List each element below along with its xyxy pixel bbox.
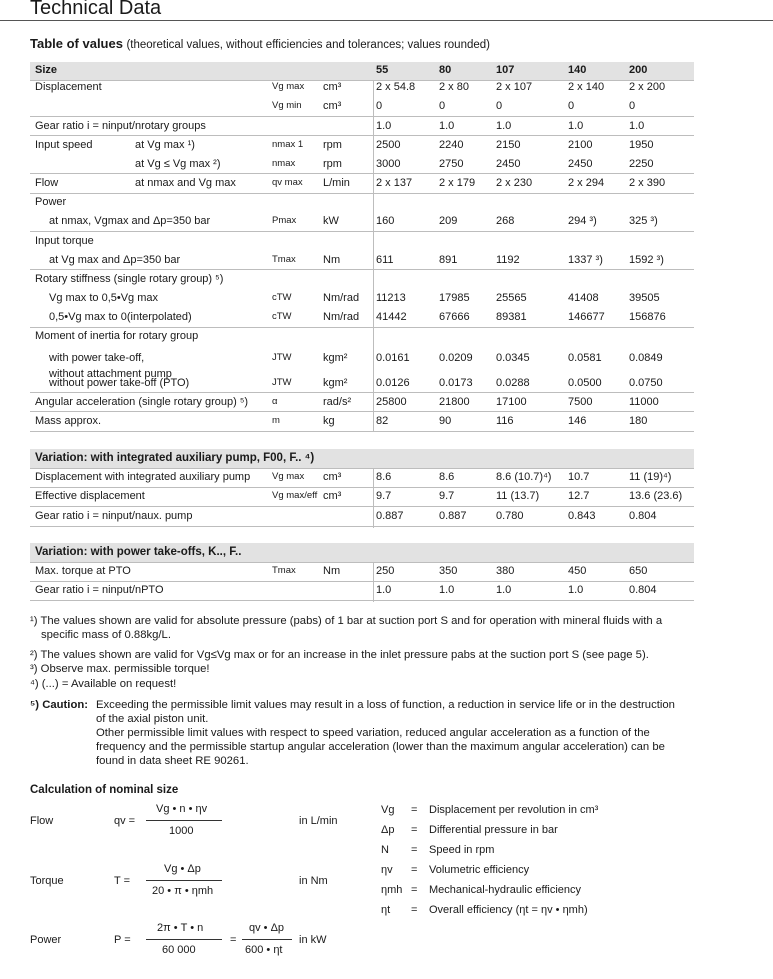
table-cell: 250	[376, 565, 395, 577]
table-cell: 268	[496, 215, 515, 227]
row-label: Gear ratio i = ninput/nrotary groups	[35, 120, 206, 132]
table-cell: 1.0	[568, 584, 584, 596]
table-cell: 90	[439, 415, 452, 427]
power-label: Power	[30, 934, 62, 946]
row-label: Power	[35, 196, 67, 208]
table-cell: 450	[568, 565, 587, 577]
page-title: Technical Data	[30, 0, 162, 19]
row-rule	[30, 562, 694, 563]
row-rule	[30, 581, 694, 582]
table-cell: 2 x 80	[439, 81, 469, 93]
flow-denominator: 1000	[169, 825, 194, 837]
table-cell: 2500	[376, 139, 401, 151]
table-cell: 116	[496, 415, 514, 427]
table-cell: 0	[629, 100, 636, 112]
table-cell: 650	[629, 565, 648, 577]
table-row	[30, 155, 694, 174]
table-cell: 17100	[496, 396, 527, 408]
row-rule	[30, 327, 694, 328]
flow-lhs: qv =	[114, 815, 136, 827]
table-cell: 17985	[439, 292, 470, 304]
row-symbol: Vg max/eff	[272, 490, 318, 501]
table-cell: 2240	[439, 139, 464, 151]
row-rule	[30, 431, 694, 432]
table-cell: 0	[496, 100, 503, 112]
table-cell: 41408	[568, 292, 599, 304]
table-cell: 2 x 54.8	[376, 81, 416, 93]
legend-symbol: ηv	[381, 864, 393, 876]
power-equals: =	[230, 934, 237, 946]
table-cell: 0.0849	[629, 352, 663, 364]
table-row	[30, 581, 694, 600]
title-rule	[0, 20, 773, 21]
row-unit: rpm	[323, 139, 342, 151]
table-cell: 2 x 107	[496, 81, 533, 93]
table-cell: 0.0750	[629, 377, 663, 389]
row-label: Mass approx.	[35, 415, 102, 427]
table-cell: 0	[568, 100, 575, 112]
torque-unit: in Nm	[299, 875, 328, 887]
legend-symbol: Δp	[381, 824, 395, 836]
row-unit: kg	[323, 415, 335, 427]
table-cell: 0.0173	[439, 377, 473, 389]
legend-symbol: ηmh	[381, 884, 403, 896]
table-cell: 2 x 179	[439, 177, 476, 189]
table-cell: 13.6 (23.6)	[629, 490, 683, 502]
table-cell: 1950	[629, 139, 654, 151]
row-unit: L/min	[323, 177, 350, 189]
row-symbol: JTW	[272, 352, 292, 363]
torque-denominator: 20 • π • ηmh	[152, 885, 214, 897]
row-symbol: cTW	[272, 311, 292, 322]
row-symbol: Vg max	[272, 81, 305, 92]
row-condition: at Vg ≤ Vg max ²)	[135, 158, 221, 170]
table-cell: 1.0	[629, 120, 645, 132]
table-cell: 21800	[439, 396, 470, 408]
table-cell: 160	[376, 215, 395, 227]
table-cell: 209	[439, 215, 458, 227]
table-row	[30, 487, 694, 506]
row-symbol: Pmax	[272, 215, 297, 226]
table-cell: 1.0	[376, 120, 392, 132]
row-label: 0,5•Vg max to 0(interpolated)	[49, 311, 192, 323]
pto-section-title: Variation: with power take-offs, K.., F..	[30, 543, 694, 562]
row-label: Input torque	[35, 235, 94, 247]
table-cell: 67666	[439, 311, 470, 323]
legend-description: Speed in rpm	[429, 844, 495, 856]
table-row	[30, 562, 694, 581]
table-cell: 611	[376, 254, 394, 266]
table-row	[30, 117, 694, 136]
table-cell: 7500	[568, 396, 593, 408]
row-unit: kW	[323, 215, 339, 227]
row-symbol: Vg max	[272, 471, 305, 482]
table-cell: 0.0161	[376, 352, 410, 364]
table-cell: 0.0581	[568, 352, 602, 364]
table-cell: 180	[629, 415, 648, 427]
table-cell: 0.0500	[568, 377, 602, 389]
legend-equals: =	[411, 884, 418, 896]
row-symbol: α	[272, 396, 278, 407]
table-cell: 1.0	[568, 120, 584, 132]
aux-section-title: Variation: with integrated auxiliary pump, F00, F.. ⁴)	[30, 449, 694, 468]
table-cell: 2150	[496, 139, 521, 151]
table-cell: 0	[376, 100, 383, 112]
table-cell: 25565	[496, 292, 527, 304]
row-label: without power take-off (PTO)	[49, 377, 190, 389]
table-cell: 0.0288	[496, 377, 530, 389]
power-fraction-bar-2	[242, 939, 292, 940]
legend-equals: =	[411, 804, 418, 816]
table-cell: 0.0345	[496, 352, 530, 364]
table-cell: 3000	[376, 158, 401, 170]
table-cell: 11000	[629, 396, 659, 408]
footnote-1: ¹) The values shown are valid for absolute pressure (pabs) of 1 bar at suction port S and for operation with mineral fluids with a specific mass of 0.88kg/L.	[30, 615, 663, 641]
table-cell: 380	[496, 565, 515, 577]
legend-symbol: ηt	[381, 904, 391, 916]
table-cell: 25800	[376, 396, 407, 408]
table-cell: 1.0	[496, 584, 512, 596]
row-rule	[30, 269, 694, 270]
table-cell: 294 ³)	[568, 215, 597, 227]
power-denominator-1: 60 000	[162, 944, 196, 956]
table-row	[30, 393, 694, 412]
table-cell: 39505	[629, 292, 660, 304]
table-cell: 2750	[439, 158, 464, 170]
table-cell: 0.804	[629, 584, 657, 596]
size-label: Size	[35, 64, 58, 76]
table-row	[30, 327, 694, 346]
legend-symbol: N	[381, 844, 389, 856]
row-unit: Nm/rad	[323, 311, 360, 323]
size-80: 80	[439, 64, 452, 76]
row-symbol: m	[272, 415, 280, 426]
row-label: Gear ratio i = ninput/naux. pump	[35, 510, 193, 522]
table-cell: 11 (13.7)	[496, 490, 540, 502]
table-cell: 891	[439, 254, 458, 266]
row-label: Displacement	[35, 81, 102, 93]
row-label: Input speed	[35, 139, 93, 151]
table-cell: 9.7	[439, 490, 455, 502]
table-row	[30, 289, 694, 308]
size-140: 140	[568, 64, 587, 76]
row-unit: cm³	[323, 100, 342, 112]
row-rule	[30, 506, 694, 507]
row-label: at nmax, Vgmax and Δp=350 bar	[49, 215, 211, 227]
table-cell: 325 ³)	[629, 215, 658, 227]
table-row	[30, 412, 694, 431]
legend-description: Volumetric efficiency	[429, 864, 530, 876]
row-unit: Nm	[323, 254, 341, 266]
row-label: at Vg max and Δp=350 bar	[49, 254, 181, 266]
table-cell: 1.0	[439, 120, 455, 132]
size-107: 107	[496, 64, 515, 76]
table-cell: 2 x 294	[568, 177, 605, 189]
row-label: Max. torque at PTO	[35, 565, 131, 577]
row-label: Displacement with integrated auxiliary pump	[35, 471, 251, 483]
table-row	[30, 97, 694, 116]
row-unit: Nm	[323, 565, 341, 577]
table-row	[30, 212, 694, 231]
row-unit: kgm²	[323, 352, 348, 364]
table-row	[30, 374, 694, 393]
row-symbol: nmax	[272, 158, 296, 169]
table-cell: 2450	[568, 158, 593, 170]
table-cell: 156876	[629, 311, 666, 323]
flow-numerator: Vg • n • ηv	[156, 803, 208, 815]
row-label: with power take-off,	[49, 352, 145, 364]
row-rule	[30, 116, 694, 117]
table-cell: 0.887	[439, 510, 467, 522]
row-rule	[30, 392, 694, 393]
row-unit: Nm/rad	[323, 292, 360, 304]
table-cell: 10.7	[568, 471, 590, 483]
row-rule	[30, 135, 694, 136]
table-cell: 2 x 230	[496, 177, 533, 189]
row-symbol: cTW	[272, 292, 292, 303]
table-row	[30, 232, 694, 251]
row-symbol: Tmax	[272, 565, 296, 576]
legend-equals: =	[411, 904, 418, 916]
footnote-3: ³) Observe max. permissible torque!	[30, 663, 210, 675]
table-cell: 8.6 (10.7)⁴)	[496, 471, 552, 483]
power-lhs: P =	[114, 934, 131, 946]
table-cell: 2450	[496, 158, 521, 170]
table-cell: 41442	[376, 311, 407, 323]
row-rule	[30, 468, 694, 469]
table-cell: 2250	[629, 158, 654, 170]
table-title: Table of values (theoretical values, without efficiencies and tolerances; values rounded)	[30, 36, 490, 51]
row-label: Flow	[35, 177, 59, 189]
table-cell: 12.7	[568, 490, 590, 502]
table-cell: 2 x 140	[568, 81, 605, 93]
row-label: Effective displacement	[35, 490, 145, 502]
torque-label: Torque	[30, 875, 64, 887]
table-cell: 1.0	[496, 120, 512, 132]
flow-unit: in L/min	[299, 815, 338, 827]
table-cell: 146	[568, 415, 587, 427]
row-symbol: Tmax	[272, 254, 296, 265]
row-unit: cm³	[323, 81, 342, 93]
table-cell: 0	[439, 100, 446, 112]
table-cell: 0.843	[568, 510, 596, 522]
row-label: Gear ratio i = ninput/nPTO	[35, 584, 164, 596]
table-row	[30, 308, 694, 327]
legend-symbol: Vg	[381, 804, 395, 816]
table-cell: 0.0209	[439, 352, 473, 364]
table-cell: 2 x 137	[376, 177, 413, 189]
table-row	[30, 349, 694, 380]
table-cell: 8.6	[376, 471, 392, 483]
legend-description: Overall efficiency (ηt = ηv • ηmh)	[429, 904, 588, 916]
size-200: 200	[629, 64, 648, 76]
table-cell: 1337 ³)	[568, 254, 603, 266]
table-cell: 2 x 200	[629, 81, 666, 93]
row-label-continued: without attachment pump	[49, 368, 172, 380]
calc-title: Calculation of nominal size	[30, 784, 179, 796]
flow-label: Flow	[30, 815, 54, 827]
table-cell: 2 x 390	[629, 177, 666, 189]
table-cell: 0.0126	[376, 377, 410, 389]
row-symbol: Vg min	[272, 100, 302, 111]
footnote-4: ⁴) (...) = Available on request!	[30, 678, 177, 690]
table-cell: 1.0	[376, 584, 392, 596]
flow-fraction-bar	[146, 820, 222, 821]
table-cell: 11 (19)⁴)	[629, 471, 672, 483]
table-cell: 146677	[568, 311, 605, 323]
table-cell: 8.6	[439, 471, 455, 483]
table-row	[30, 136, 694, 155]
legend-description: Mechanical-hydraulic efficiency	[429, 884, 582, 896]
size-55: 55	[376, 64, 389, 76]
table-cell: 11213	[376, 292, 406, 304]
row-rule	[30, 487, 694, 488]
row-label: Rotary stiffness (single rotary group) ⁵)	[35, 273, 224, 285]
row-unit: cm³	[323, 471, 342, 483]
torque-numerator: Vg • Δp	[164, 863, 201, 875]
legend-description: Displacement per revolution in cm³	[429, 804, 599, 816]
row-rule	[30, 193, 694, 194]
table-cell: 1.0	[439, 584, 455, 596]
table-row	[30, 251, 694, 270]
row-unit: cm³	[323, 490, 342, 502]
row-label: Angular acceleration (single rotary group) ⁵)	[35, 396, 249, 408]
table-row	[30, 468, 694, 487]
table-cell: 9.7	[376, 490, 392, 502]
footnote-2: ²) The values shown are valid for Vg≤Vg max or for an increase in the inlet pressure pabs at the suction port S (see page 5).	[30, 649, 649, 661]
table-cell: 1592 ³)	[629, 254, 664, 266]
legend-equals: =	[411, 864, 418, 876]
row-rule	[30, 173, 694, 174]
table-cell: 2100	[568, 139, 593, 151]
table-row	[30, 507, 694, 526]
row-symbol: JTW	[272, 377, 292, 388]
caution-note: ⁵) Caution: Exceeding the permissible limit values may result in a loss of function, a reduction in service life or in the destruction of the axial piston unit. Other permissible limit values with respect to speed variation, reduced angular acceleration as a function of the frequency and the permissible startup angular acceleration (lower than the maximum angular acceleration) can be found in data sheet RE 90261.	[30, 699, 675, 767]
table-cell: 0.780	[496, 510, 524, 522]
row-label: Vg max to 0,5•Vg max	[49, 292, 159, 304]
power-fraction-bar-1	[146, 939, 222, 940]
table-cell: 0.804	[629, 510, 657, 522]
row-unit: rad/s²	[323, 396, 352, 408]
table-row	[30, 174, 694, 193]
row-rule	[30, 411, 694, 412]
table-cell: 0.887	[376, 510, 404, 522]
torque-lhs: T =	[114, 875, 131, 887]
legend-description: Differential pressure in bar	[429, 824, 558, 836]
table-cell: 350	[439, 565, 458, 577]
row-rule	[30, 600, 694, 601]
power-numerator-2: qv • Δp	[249, 922, 285, 934]
row-unit: rpm	[323, 158, 342, 170]
table-cell: 1192	[496, 254, 520, 266]
row-rule	[30, 231, 694, 232]
table-row	[30, 193, 694, 212]
table-cell: 89381	[496, 311, 527, 323]
torque-fraction-bar	[146, 880, 222, 881]
power-numerator-1: 2π • T • n	[157, 922, 204, 934]
row-rule	[30, 80, 694, 81]
row-symbol: qv max	[272, 177, 303, 188]
row-condition: at nmax and Vg max	[135, 177, 236, 189]
legend-equals: =	[411, 824, 418, 836]
row-condition: at Vg max ¹)	[135, 139, 195, 151]
table-cell: 82	[376, 415, 389, 427]
table-row	[30, 270, 694, 289]
row-unit: kgm²	[323, 377, 348, 389]
row-symbol: nmax 1	[272, 139, 304, 150]
power-denominator-2: 600 • ηt	[245, 944, 283, 956]
row-rule	[30, 526, 694, 527]
legend-equals: =	[411, 844, 418, 856]
power-unit: in kW	[299, 934, 327, 946]
row-label: Moment of inertia for rotary group	[35, 330, 199, 342]
